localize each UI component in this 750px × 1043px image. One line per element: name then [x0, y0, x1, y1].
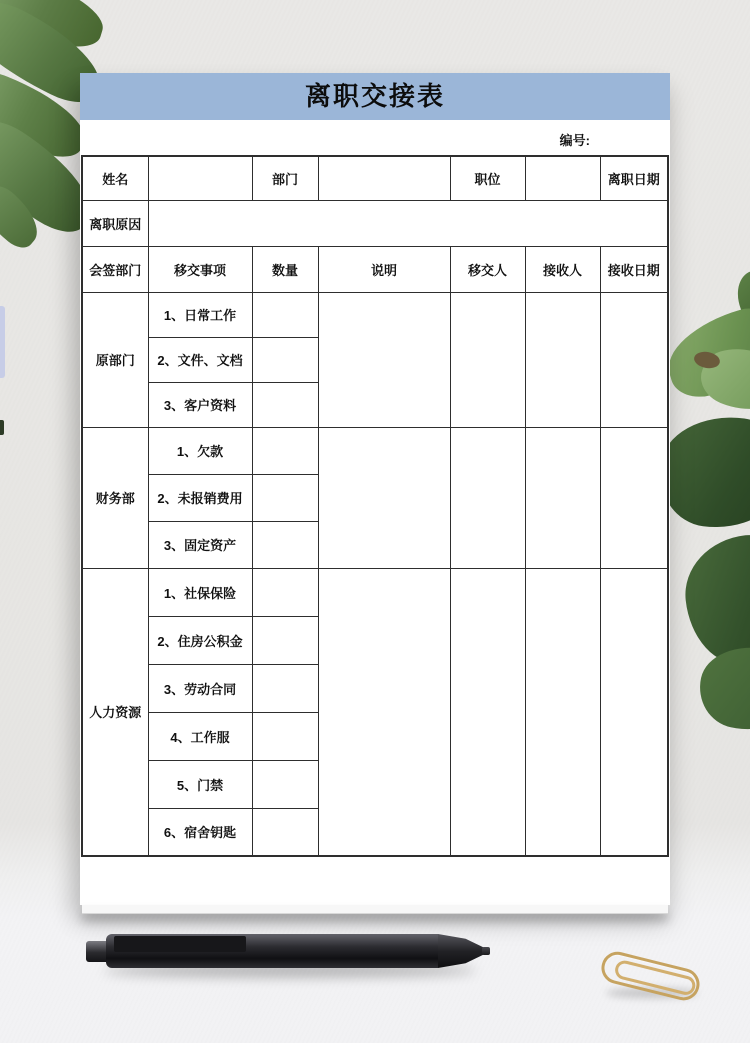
group2-department: 财务部 — [82, 427, 148, 568]
department-value-cell — [318, 156, 450, 200]
group3-item2: 2、住房公积金 — [148, 616, 252, 664]
group3-item6: 6、宿舍钥匙 — [148, 808, 252, 856]
reason-row — [82, 200, 668, 246]
group3-transferor-cell — [450, 568, 525, 856]
group1-row1 — [82, 292, 668, 337]
group1-transferor-cell — [450, 292, 525, 427]
header-handover-item: 移交事项 — [148, 246, 252, 292]
group3-qty6-cell — [252, 808, 318, 856]
pen-clip — [114, 936, 246, 952]
group2-item2: 2、未报销费用 — [148, 474, 252, 521]
serial-row — [80, 120, 670, 155]
group2-qty1-cell — [252, 427, 318, 474]
paper-stack-edge — [82, 905, 668, 914]
handover-table — [81, 155, 669, 857]
group3-item1: 1、社保保险 — [148, 568, 252, 616]
name-label: 姓名 — [82, 156, 148, 200]
group2-qty3-cell — [252, 521, 318, 568]
group2-row1 — [82, 427, 668, 474]
leave-date-label: 离职日期 — [600, 156, 668, 200]
group3-qty4-cell — [252, 712, 318, 760]
group3-item3: 3、劳动合同 — [148, 664, 252, 712]
header-receiver: 接收人 — [525, 246, 600, 292]
pen — [86, 931, 490, 971]
group3-qty2-cell — [252, 616, 318, 664]
blue-edge-sliver — [0, 306, 5, 378]
group1-receiver-cell — [525, 292, 600, 427]
group1-receive-date-cell — [600, 292, 668, 427]
group3-qty1-cell — [252, 568, 318, 616]
group2-description-cell — [318, 427, 450, 568]
group2-item3: 3、固定资产 — [148, 521, 252, 568]
group2-item1: 1、欠款 — [148, 427, 252, 474]
table-header-row — [82, 246, 668, 292]
reason-label: 离职原因 — [82, 200, 148, 246]
document-title: 离职交接表 — [304, 81, 445, 111]
reason-value-cell — [148, 200, 668, 246]
group2-receiver-cell — [525, 427, 600, 568]
paperclip — [595, 946, 706, 1010]
group2-transferor-cell — [450, 427, 525, 568]
header-transferor: 移交人 — [450, 246, 525, 292]
header-countersign-dept: 会签部门 — [82, 246, 148, 292]
info-row — [82, 156, 668, 200]
position-label: 职位 — [450, 156, 525, 200]
group1-item1: 1、日常工作 — [148, 292, 252, 337]
name-value-cell — [148, 156, 252, 200]
group3-qty5-cell — [252, 760, 318, 808]
department-label: 部门 — [252, 156, 318, 200]
group3-item4: 4、工作服 — [148, 712, 252, 760]
group1-qty2-cell — [252, 337, 318, 382]
position-value-cell — [525, 156, 600, 200]
leaf-edge-sliver — [0, 420, 4, 435]
group3-row1 — [82, 568, 668, 616]
group3-receiver-cell — [525, 568, 600, 856]
group3-qty3-cell — [252, 664, 318, 712]
header-receive-date: 接收日期 — [600, 246, 668, 292]
group1-description-cell — [318, 292, 450, 427]
group2-receive-date-cell — [600, 427, 668, 568]
group1-item2: 2、文件、文档 — [148, 337, 252, 382]
group1-item3: 3、客户资料 — [148, 382, 252, 427]
pen-tip — [438, 934, 484, 968]
group1-department: 原部门 — [82, 292, 148, 427]
group3-description-cell — [318, 568, 450, 856]
group1-qty1-cell — [252, 292, 318, 337]
form-paper — [80, 73, 670, 905]
header-quantity: 数量 — [252, 246, 318, 292]
group3-item5: 5、门禁 — [148, 760, 252, 808]
title-band — [80, 73, 670, 120]
pen-nub — [482, 947, 490, 955]
pen-clicker — [86, 941, 108, 962]
group2-qty2-cell — [252, 474, 318, 521]
header-description: 说明 — [318, 246, 450, 292]
group1-qty3-cell — [252, 382, 318, 427]
group3-receive-date-cell — [600, 568, 668, 856]
serial-label: 编号: — [559, 133, 590, 148]
group3-department: 人力资源 — [82, 568, 148, 856]
